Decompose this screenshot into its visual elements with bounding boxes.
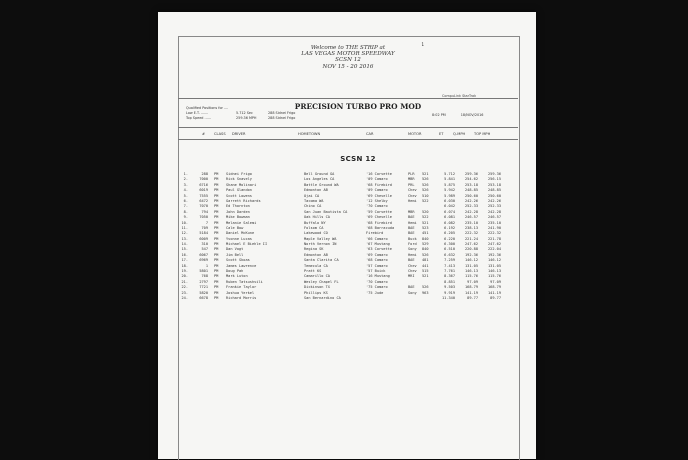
cell-top: 146.12 [488, 258, 501, 263]
cell-qmph: 141.19 [465, 290, 478, 295]
cell-top: 247.62 [488, 242, 501, 247]
cell-et: 7.761 [444, 269, 455, 274]
cell-cls: PM [214, 242, 219, 247]
cell-num: 6716 [199, 182, 208, 187]
cell-cid: 522 [422, 198, 429, 203]
cell-et: 6.510 [444, 247, 455, 252]
cell-et: 6.081 [444, 215, 455, 220]
cell-et: 11.340 [442, 295, 455, 300]
cell-mk: BAE [408, 225, 415, 230]
event-header [268, 45, 428, 70]
cell-mk: PRL [408, 182, 415, 187]
cell-cid: 526 [422, 285, 429, 290]
cell-num: 6969 [199, 258, 208, 263]
cell-car: '68 Barracuda [366, 225, 395, 230]
cell-cls: PM [214, 220, 219, 225]
cell-et: 7.259 [444, 258, 455, 263]
cell-home: Camarillo CA [304, 274, 330, 279]
cell-mk: MBR [408, 177, 415, 182]
cell-car: '69 Chevelle [366, 215, 392, 220]
cell-cid: 481 [422, 258, 429, 263]
cell-car: '70 Camaro [366, 279, 388, 284]
top-speed-value: 259.36 MPH [236, 116, 257, 121]
cell-driver: Scott Skoas [226, 258, 250, 263]
cell-et: 7.413 [444, 263, 455, 268]
cell-mk: Chev [408, 263, 417, 268]
cell-home: Phillips KS [304, 290, 328, 295]
cell-pos: 7. [183, 204, 188, 209]
cell-pos: 2. [183, 177, 188, 182]
cell-cls: PM [214, 198, 219, 203]
cell-pos: 22. [181, 285, 188, 290]
cell-num: 7721 [199, 285, 208, 290]
cell-car: '68 Firebird [366, 182, 392, 187]
cell-qmph: 254.62 [465, 177, 478, 182]
low-et-car: 288 Sidnei Frigo [268, 111, 296, 116]
cell-num: 7000 [199, 177, 208, 182]
cell-cls: PM [214, 177, 219, 182]
cell-driver: Ruben Tatsushvili [226, 279, 263, 284]
cell-home: Regina SK [304, 247, 324, 252]
cell-cid: 840 [422, 247, 429, 252]
event-header-line: Welcome to THE STRIP at [310, 45, 386, 51]
cell-mk: Buck [408, 236, 417, 241]
cell-driver: Daniel McKune [226, 231, 255, 236]
cell-driver: Doug Pah [226, 269, 244, 274]
cell-et: 6.192 [444, 225, 455, 230]
cell-top: 89.77 [490, 295, 501, 300]
cell-cid: 963 [422, 290, 429, 295]
cell-qmph: 242.26 [465, 198, 478, 203]
cell-qmph: 248.85 [465, 188, 478, 193]
event-header-line: NOV 15 - 20 2016 [322, 63, 374, 70]
cell-home: Maple Valley WA [304, 236, 337, 241]
cell-num: 288 [201, 172, 208, 176]
cell-driver: Yvonne Lucas [226, 236, 252, 241]
cell-qmph: 192.36 [465, 252, 478, 257]
cell-num: 547 [201, 247, 208, 252]
cell-home: Edmonton AB [304, 252, 328, 257]
cell-car: '69 Camaro [366, 252, 388, 257]
cell-top: 168.79 [488, 285, 501, 290]
cell-driver: Sidnei Frigo [226, 172, 252, 176]
cell-mk: PLR [408, 172, 415, 176]
cell-cid: 529 [422, 242, 429, 247]
cell-num: 6019 [199, 188, 208, 193]
cell-driver: Frankie Taylor [226, 285, 257, 290]
cell-pos: 21. [181, 279, 188, 284]
cell-et: 5.942 [444, 188, 455, 193]
cell-top: 97.09 [490, 279, 501, 284]
cell-driver: Richard Morris [226, 295, 257, 300]
cell-qmph: 250.60 [465, 193, 478, 198]
cell-car: '70 Camaro [366, 204, 388, 209]
cell-cid: 441 [422, 263, 429, 268]
cell-home: Folsom CA [304, 225, 324, 230]
cell-cid: 521 [422, 220, 429, 225]
cell-cid: 515 [422, 269, 429, 274]
cell-home: Wesley Chapel FL [304, 279, 339, 284]
cell-mk: BAE [408, 231, 415, 236]
column-header-driver: DRIVER [232, 132, 246, 136]
cell-qmph: 146.12 [465, 258, 478, 263]
cell-et: 5.712 [444, 172, 455, 176]
cell-car: '75 Jude [366, 290, 384, 295]
cell-num: 7 [205, 220, 208, 225]
cell-cls: PM [214, 274, 219, 279]
cell-driver: Cale Bow [226, 225, 244, 230]
cell-cls: PM [214, 258, 219, 263]
cell-cid: 451 [422, 231, 429, 236]
cell-pos: 1. [183, 172, 188, 176]
cell-car: '68 Firebird [366, 220, 392, 225]
cell-qmph: 247.62 [465, 242, 478, 247]
cell-pos: 20. [181, 274, 188, 279]
cell-driver: Scott Lowens [226, 193, 252, 198]
cell-car: '16 Corvette [366, 172, 392, 176]
cell-cid: 510 [422, 193, 429, 198]
cell-driver: Rick Snavely [226, 177, 252, 182]
cell-cls: PM [214, 193, 219, 198]
cell-top: 256.15 [488, 177, 501, 182]
cell-top: 248.85 [488, 188, 501, 193]
cell-top: 235.10 [488, 220, 501, 225]
cell-home: Oak Hills CA [304, 215, 330, 220]
cell-qmph: 253.18 [465, 182, 478, 187]
cell-driver: Ed Thornton [226, 204, 250, 209]
cell-pos: 4. [183, 188, 188, 193]
cell-qmph: 222.32 [465, 231, 478, 236]
cell-cls: PM [214, 252, 219, 257]
cell-home: Tacoma WA [304, 198, 324, 203]
cell-cls: PM [214, 209, 219, 214]
cell-num: 6472 [199, 198, 208, 203]
cell-cls: PM [214, 295, 219, 300]
cell-top: 246.57 [488, 215, 501, 220]
cell-car: '09 Camaro [366, 188, 388, 193]
cell-et: 9.919 [444, 290, 455, 295]
cell-cid: 840 [422, 236, 429, 241]
cell-num: 7050 [199, 215, 208, 220]
cell-pos: 3. [183, 182, 188, 187]
cell-cls: PM [214, 225, 219, 230]
cell-home: Edmonton AB [304, 188, 328, 193]
cell-car: '69 Chevelle [366, 193, 392, 198]
qualified-summary [186, 106, 296, 122]
cell-top: 241.90 [488, 225, 501, 230]
cell-cls: PM [214, 215, 219, 220]
cell-pos: 8. [183, 209, 188, 214]
cell-mk: Hemi [408, 220, 417, 225]
cell-et: 5.875 [444, 182, 455, 187]
cell-num: 310 [201, 242, 208, 247]
low-et-label: Low E.T. ....... [186, 111, 209, 116]
cell-qmph: 246.57 [465, 215, 478, 220]
qualified-label: Qualified Positions for .... [186, 106, 229, 110]
cell-top: 252.33 [488, 204, 501, 209]
cell-cid: 526 [422, 188, 429, 193]
cell-et: 6.632 [444, 252, 455, 257]
cell-qmph: 131.05 [465, 263, 478, 268]
cell-pos: 19. [181, 269, 188, 274]
cell-top: 222.32 [488, 231, 501, 236]
column-header-top-mph: TOP MPH [474, 132, 491, 136]
cell-qmph: 235.10 [465, 220, 478, 225]
column-header-class: CLASS [214, 132, 226, 136]
cell-num: 5820 [199, 290, 208, 295]
cell-cls: PM [214, 182, 219, 187]
table-row [158, 296, 536, 301]
column-header-car: CAR [366, 132, 374, 136]
cell-car: '09 Camaro [366, 177, 388, 182]
cell-home: San Juan Bautista CA [304, 209, 348, 214]
cell-car: Firebird [366, 231, 384, 236]
cell-et: 6.220 [444, 236, 455, 241]
cell-qmph: 89.77 [467, 295, 478, 300]
cell-driver: Mike Bowman [226, 215, 250, 220]
cell-cid: 520 [422, 209, 429, 214]
cell-et: 9.503 [444, 285, 455, 290]
cell-et: 8.367 [444, 274, 455, 279]
cell-qmph: 252.33 [465, 204, 478, 209]
cell-pos: 9. [183, 215, 188, 220]
cell-pos: 14. [181, 242, 188, 247]
cell-cid: 526 [422, 182, 429, 187]
cell-driver: Melanie Salemi [226, 220, 257, 225]
cell-mk: Chev [408, 188, 417, 193]
section-title: SCSN 12 [340, 155, 376, 163]
cell-pos: 5. [183, 193, 188, 198]
top-speed-label: Top Speed ...... [186, 116, 211, 121]
cell-cls: PM [214, 279, 219, 284]
cell-cls: PM [214, 204, 219, 209]
cell-top: 141.19 [488, 290, 501, 295]
cell-et: 6.030 [444, 198, 455, 203]
column-header-hometown: HOMETOWN [298, 132, 321, 136]
results-table [158, 172, 536, 301]
cell-pos: 15. [181, 247, 188, 252]
software-label: CompuLink StarTrak [442, 94, 477, 98]
column-header-qmph: Q-MPH [453, 132, 466, 136]
cell-cls: PM [214, 236, 219, 241]
cell-cls: PM [214, 231, 219, 236]
cell-home: Bell Ground GA [304, 172, 335, 176]
cell-mk: BAE [408, 215, 415, 220]
cell-mk: MBR [408, 209, 415, 214]
column-header-motor: MOTOR [408, 132, 422, 136]
cell-cid: 526 [422, 177, 429, 182]
cell-top: 146.13 [488, 269, 501, 274]
cell-mk: BAE [408, 258, 415, 263]
cell-home: Buffalo NY [304, 220, 326, 225]
cell-home: Temecula CA [304, 263, 328, 268]
cell-mk: Hemi [408, 198, 417, 203]
divider [178, 139, 518, 140]
cell-pos: 11. [181, 225, 188, 230]
cell-cls: PM [214, 263, 219, 268]
cell-car: '75 Camaro [366, 285, 388, 290]
cell-car: '12 Shelby [366, 198, 388, 203]
cell-pos: 16. [181, 252, 188, 257]
cell-qmph: 146.13 [465, 269, 478, 274]
cell-cid: 523 [422, 225, 429, 230]
cell-cid: 521 [422, 172, 429, 176]
cell-num: 794 [201, 209, 208, 214]
cell-top: 253.18 [488, 182, 501, 187]
cell-qmph: 220.88 [465, 247, 478, 252]
cell-home: San Bernardino CA [304, 295, 341, 300]
divider [178, 98, 518, 99]
cell-home: Battle Ground WA [304, 182, 339, 187]
divider [178, 127, 518, 128]
cell-mk: Chev [408, 193, 417, 198]
event-header-line: LAS VEGAS MOTOR SPEEDWAY [301, 51, 395, 58]
cell-num: 7070 [199, 204, 208, 209]
cell-et: 6.205 [444, 231, 455, 236]
cell-car: '66 Camaro [366, 236, 388, 241]
cell-pos: 6. [183, 198, 188, 203]
cell-cid: 521 [422, 274, 429, 279]
cell-mk: Sony [408, 247, 417, 252]
cell-driver: Garrett Richards [226, 198, 261, 203]
cell-top: 250.60 [488, 193, 501, 198]
cell-cls: PM [214, 285, 219, 290]
cell-et: 5.989 [444, 193, 455, 198]
cell-num: 6009 [199, 236, 208, 241]
cell-cls: PM [214, 290, 219, 295]
cell-top: 222.04 [488, 247, 501, 252]
cell-mk: Hemi [408, 252, 417, 257]
print-datetime [432, 113, 483, 117]
cell-car: '68 Camaro [366, 258, 388, 263]
cell-qmph: 242.28 [465, 209, 478, 214]
cell-cls: PM [214, 247, 219, 252]
cell-driver: James Lawrence [226, 263, 257, 268]
cell-top: 221.78 [488, 236, 501, 241]
cell-home: Dickinson TX [304, 285, 330, 290]
cell-et: 6.074 [444, 209, 455, 214]
cell-pos: 18. [181, 263, 188, 268]
cell-home: Los Angeles CA [304, 177, 335, 182]
low-et-value: 5.712 Sec [236, 111, 253, 116]
cell-qmph: 97.09 [467, 279, 478, 284]
cell-cls: PM [214, 188, 219, 193]
cell-car: '16 Mustang [366, 274, 390, 279]
cell-num: 5184 [199, 231, 208, 236]
cell-car: '57 Camaro [366, 263, 388, 268]
cell-pos: 13. [181, 236, 188, 241]
cell-qmph: 168.79 [465, 285, 478, 290]
cell-et: 5.841 [444, 177, 455, 182]
cell-cid: 522 [422, 215, 429, 220]
cell-qmph: 221.24 [465, 236, 478, 241]
cell-et: 6.300 [444, 242, 455, 247]
cell-mk: MRI [408, 274, 415, 279]
cell-driver: Joshua Yerkel [226, 290, 255, 295]
top-speed-car: 288 Sidnei Frigo [268, 116, 296, 121]
cell-mk: Chev [408, 269, 417, 274]
page-number: 1 [421, 42, 424, 47]
cell-num: 2797 [199, 279, 208, 284]
cell-home: North Vernon IN [304, 242, 337, 247]
cell-mk: Ford [408, 242, 417, 247]
cell-home: Ojai CA [304, 193, 320, 198]
cell-et: 6.042 [444, 204, 455, 209]
cell-cls: PM [214, 172, 219, 176]
cell-qmph: 115.76 [465, 274, 478, 279]
cell-top: 242.26 [488, 198, 501, 203]
cell-num: 709 [201, 225, 208, 230]
column-header-num: # [202, 132, 206, 136]
print-time: 8:02 PM [432, 113, 446, 117]
results-sheet [158, 12, 536, 459]
cell-num: 768 [201, 274, 208, 279]
cell-pos: 10. [181, 220, 188, 225]
cell-mk: Sony [408, 290, 417, 295]
cell-car: '57 Buick [366, 269, 386, 274]
cell-driver: Jim Bell [226, 252, 244, 257]
column-header-et: ET [439, 132, 444, 136]
cell-car: '59 Corvette [366, 209, 392, 214]
cell-top: 192.36 [488, 252, 501, 257]
cell-top: 259.36 [488, 172, 501, 176]
event-header-line: SCSN 12 [335, 57, 361, 64]
cell-num: 7555 [199, 193, 208, 198]
cell-num: 1 [205, 263, 208, 268]
cell-num: 6678 [199, 295, 208, 300]
cell-car: '63 Corvette [366, 247, 392, 252]
cell-driver: Shane Molinari [226, 182, 257, 187]
cell-driver: Michael E Biehle II [226, 242, 268, 247]
cell-driver: Dan Vogt [226, 247, 244, 252]
cell-pos: 23. [181, 290, 188, 295]
cell-home: Lakewood CO [304, 231, 328, 236]
cell-driver: Paul Glandon [226, 188, 252, 193]
print-date: 18/NOV/2016 [460, 113, 484, 117]
cell-num: 6067 [199, 252, 208, 257]
cell-et: 6.082 [444, 220, 455, 225]
class-title: PRECISION TURBO PRO MOD [294, 102, 422, 111]
cell-qmph: 259.36 [465, 172, 478, 176]
cell-mk: BAE [408, 285, 415, 290]
cell-pos: 12. [181, 231, 188, 236]
cell-driver: John Darden [226, 209, 250, 214]
cell-pos: 24. [181, 295, 188, 300]
cell-cid: 526 [422, 252, 429, 257]
cell-top: 115.76 [488, 274, 501, 279]
cell-home: Chino CA [304, 204, 322, 209]
cell-top: 131.05 [488, 263, 501, 268]
cell-top: 242.28 [488, 209, 501, 214]
cell-home: Santa Clarita CA [304, 258, 339, 263]
cell-qmph: 238.13 [465, 225, 478, 230]
cell-pos: 17. [181, 258, 188, 263]
cell-home: Pratt KS [304, 269, 322, 274]
cell-num: 5801 [199, 269, 208, 274]
cell-cls: PM [214, 269, 219, 274]
cell-driver: Mark Luton [226, 274, 248, 279]
cell-car: '67 Mustang [366, 242, 390, 247]
cell-et: 8.851 [444, 279, 455, 284]
